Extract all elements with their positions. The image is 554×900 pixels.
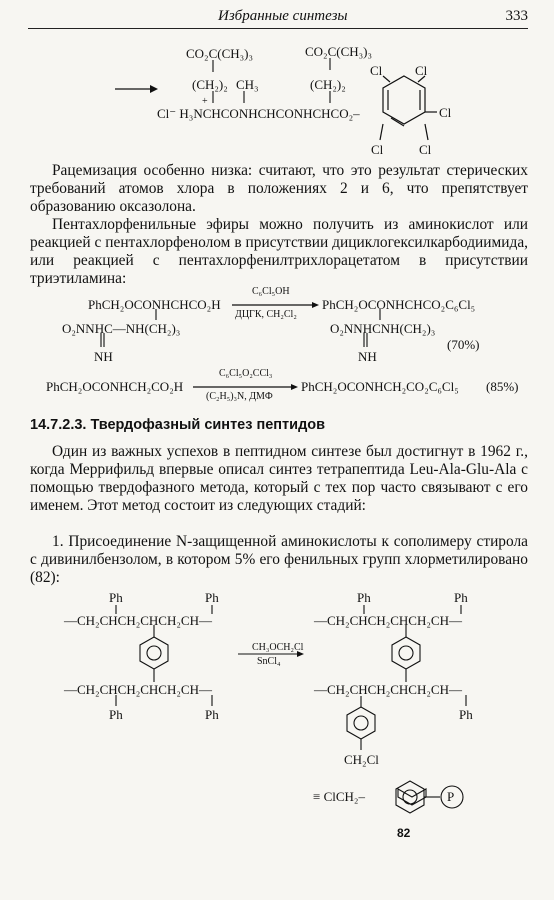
paragraph-pentachlorophenyl: Пентахлорфенильные эфиры можно получить из аминокислот или реакцией с пентахлорфенолом в присутствии дициклогексилкарбодиимида, или реакцией с пентахлорфенилтрихлорацетатом в присутствии триэтиламина:: [30, 216, 528, 287]
ch3-group: CH₃: [236, 77, 259, 92]
cl-atom-5: Cl: [419, 142, 432, 157]
reactant-gly: PhCH₂OCONHCH₂CO₂H: [46, 379, 184, 394]
running-title: Избранные синтезы: [218, 8, 348, 24]
ph-top-left-2: Ph: [205, 590, 219, 605]
imine-nh-left: NH: [94, 349, 113, 364]
reagent-c6cl5oh: C₆Cl₅OH: [252, 286, 290, 297]
product-arg-ester: PhCH₂OCONHCHCO₂C₆Cl₅: [322, 297, 476, 312]
polymer-chain-top-left: —CH₂CHCH₂CHCH₂CH—: [64, 613, 212, 628]
resin-equivalence: ≡ ClCH₂–: [313, 789, 365, 804]
ph-top-right-2: Ph: [454, 590, 468, 605]
reactant-arg-side-chain: O₂NNHC—NH(CH₂)₃: [62, 321, 181, 336]
product-gly-ester: PhCH₂OCONHCH₂CO₂C₆Cl₅: [301, 379, 459, 394]
polymer-chain-bottom-left: —CH₂CHCH₂CHCH₂CH—: [64, 682, 212, 697]
yield-85: (85%): [486, 379, 519, 394]
yield-70: (70%): [447, 337, 480, 352]
paragraph-step-1: 1. Присоединение N-защищенной аминокислоты к сополимеру стирола с дивинилбензолом, в котором 5% его фенильных групп хлорметилировано (82):: [30, 533, 528, 586]
reagent-sncl4: SnCl₄: [257, 656, 281, 667]
main-peptide-chain: Cl⁻ H₃NCHCONHCHCONHCHCO₂–: [157, 106, 360, 121]
ph-bottom-right: Ph: [459, 707, 473, 722]
plus-charge: +: [202, 96, 208, 107]
page-number: 333: [505, 8, 528, 24]
ph-bottom-left-2: Ph: [205, 707, 219, 722]
cl-atom-3: Cl: [439, 105, 452, 120]
imine-nh-right: NH: [358, 349, 377, 364]
paragraph-merrifield: Один из важных успехов в пептидном синтезе был достигнут в 1962 г., когда Меррифильд впервые описал синтез тетрапептида Leu-Ala-Glu-Ala с помощью твердофазного метода, который с тех пор часто связывают с его именем. Этот метод состоит из следующих стадий:: [30, 443, 528, 514]
compound-number: 82: [397, 826, 411, 840]
reagent-chloromethyl-ether: CH₃OCH₂Cl: [252, 642, 304, 653]
ch2-left: (CH₂)₂: [192, 77, 228, 92]
polymer-chain-bottom-right: —CH₂CHCH₂CHCH₂CH—: [314, 682, 462, 697]
section-heading: 14.7.2.3. Твердофазный синтез пептидов: [30, 417, 326, 433]
cl-atom-4: Cl: [371, 142, 384, 157]
ester-group-left: CO₂C(CH₃)₃: [186, 46, 254, 61]
paragraph-racemization: Рацемизация особенно низка: считают, что это результат стерических требований атомов хлора в положениях 2 и 6, что препятствует образованию оксазолона.: [30, 162, 528, 215]
cl-atom-2: Cl: [415, 63, 428, 78]
ch2-right: (CH₂)₂: [310, 77, 346, 92]
chloromethyl-group: CH₂Cl: [344, 752, 379, 767]
product-arg-side-chain: O₂NNHCNH(CH₂)₃: [330, 321, 436, 336]
ester-group-right: CO₂C(CH₃)₃: [305, 44, 373, 59]
polymer-chain-top-right: —CH₂CHCH₂CHCH₂CH—: [314, 613, 462, 628]
cl-atom-1: Cl: [370, 63, 383, 78]
reagent-triethylamine: (C₂H₅)₃N, ДМФ: [206, 391, 273, 402]
ph-bottom-left-1: Ph: [109, 707, 123, 722]
reagent-trichloroacetate: C₆Cl₅O₂CCl₃: [219, 368, 273, 379]
reagent-dcc: ДЦГК, CH₂Cl₂: [235, 309, 297, 320]
polymer-p-label: P: [447, 789, 455, 804]
ph-top-right-1: Ph: [357, 590, 371, 605]
reactant-arg: PhCH₂OCONHCHCO₂H: [88, 297, 221, 312]
ph-top-left-1: Ph: [109, 590, 123, 605]
